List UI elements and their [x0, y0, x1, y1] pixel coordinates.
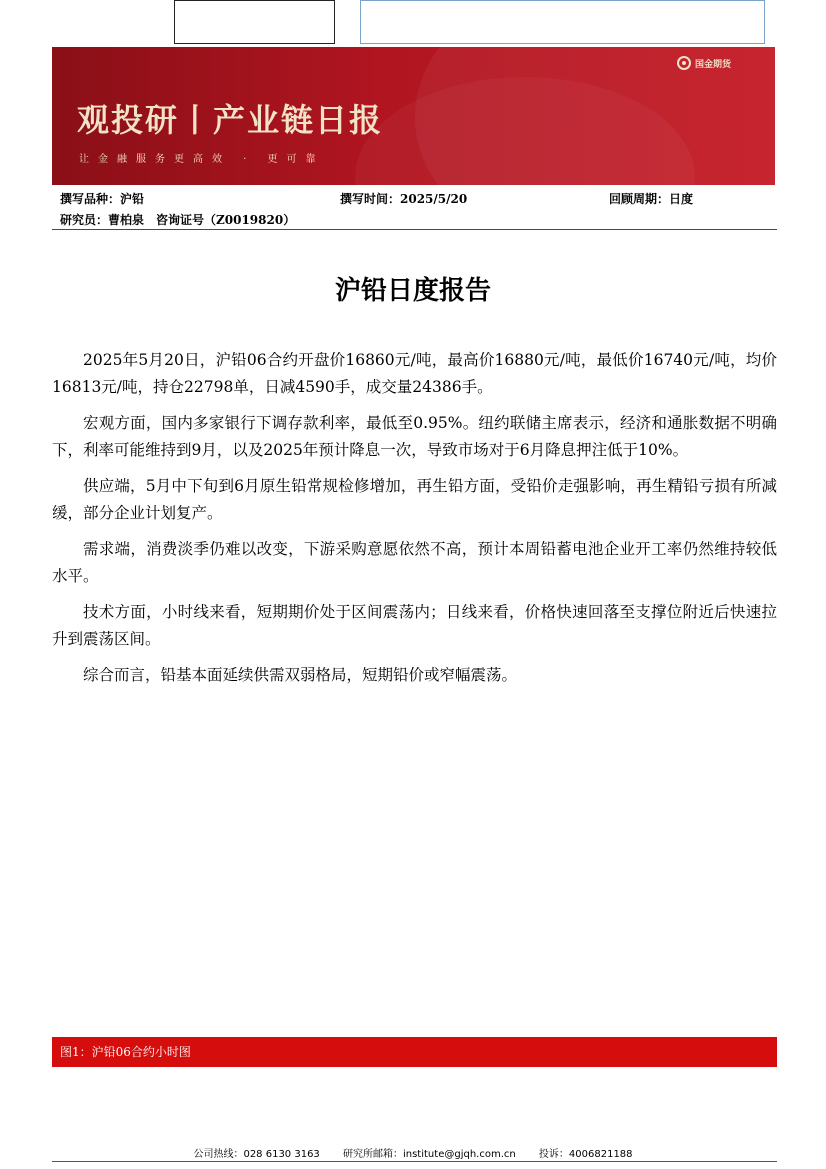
footer-divider [52, 1161, 777, 1162]
company-logo [677, 56, 731, 70]
meta-period: 回顾周期：日度 [609, 192, 694, 206]
paragraph-summary: 2025年5月20日，沪铅06合约开盘价16860元/吨，最高价16880元/吨，最低价16740元/吨，均价16813元/吨，持仓22798单，日减4590手，成交量24386手。 [52, 351, 777, 396]
banner-title: 观投研丨产业链日报 [77, 101, 384, 139]
meta-researcher: 研究员：曹柏泉 咨询证号（Z0019820） [60, 213, 296, 227]
paragraph-technical: 技术方面，小时线来看，短期期价处于区间震荡内；日线来看，价格快速回落至支撑位附近后快速拉升到震荡区间。 [52, 603, 777, 648]
paragraph-conclusion: 综合而言，铅基本面延续供需双弱格局，短期铅价或窄幅震荡。 [83, 666, 518, 684]
report-banner [52, 47, 775, 185]
company-logo-text: 国金期货 [694, 59, 731, 70]
footer-complaint: 投诉：4006821188 [538, 1149, 633, 1160]
company-logo-icon [677, 56, 691, 70]
figure-caption-bar: 图1：沪铅06合约小时图 [52, 1037, 777, 1067]
page-footer [0, 1145, 826, 1160]
footer-hotline: 公司热线：028 6130 3163 [193, 1149, 320, 1160]
header-box-left [174, 0, 335, 44]
document-title: 沪铅日度报告 [334, 276, 491, 306]
paragraph-demand: 需求端，消费淡季仍难以改变，下游采购意愿依然不高，预计本周铅蓄电池企业开工率仍然维持较低水平。 [52, 540, 777, 585]
meta-variety: 撰写品种：沪铅 [60, 192, 145, 206]
banner-slogan: 让金融服务更高效 · 更可靠 [79, 154, 325, 165]
paragraph-supply: 供应端，5月中下旬到6月原生铅常规检修增加，再生铅方面，受铅价走强影响，再生精铅亏损有所减缓，部分企业计划复产。 [52, 477, 777, 522]
meta-date: 撰写时间：2025/5/20 [340, 192, 468, 206]
paragraph-macro: 宏观方面，国内多家银行下调存款利率，最低至0.95%。纽约联储主席表示，经济和通胀数据不明确下，利率可能维持到9月，以及2025年预计降息一次，导致市场对于6月降息押注低于10%。 [52, 414, 777, 459]
header-divider [52, 229, 777, 230]
header-box-right [360, 0, 765, 44]
footer-email[interactable]: 研究所邮箱：institute@gjqh.com.cn [342, 1149, 516, 1160]
document-body [52, 347, 777, 698]
